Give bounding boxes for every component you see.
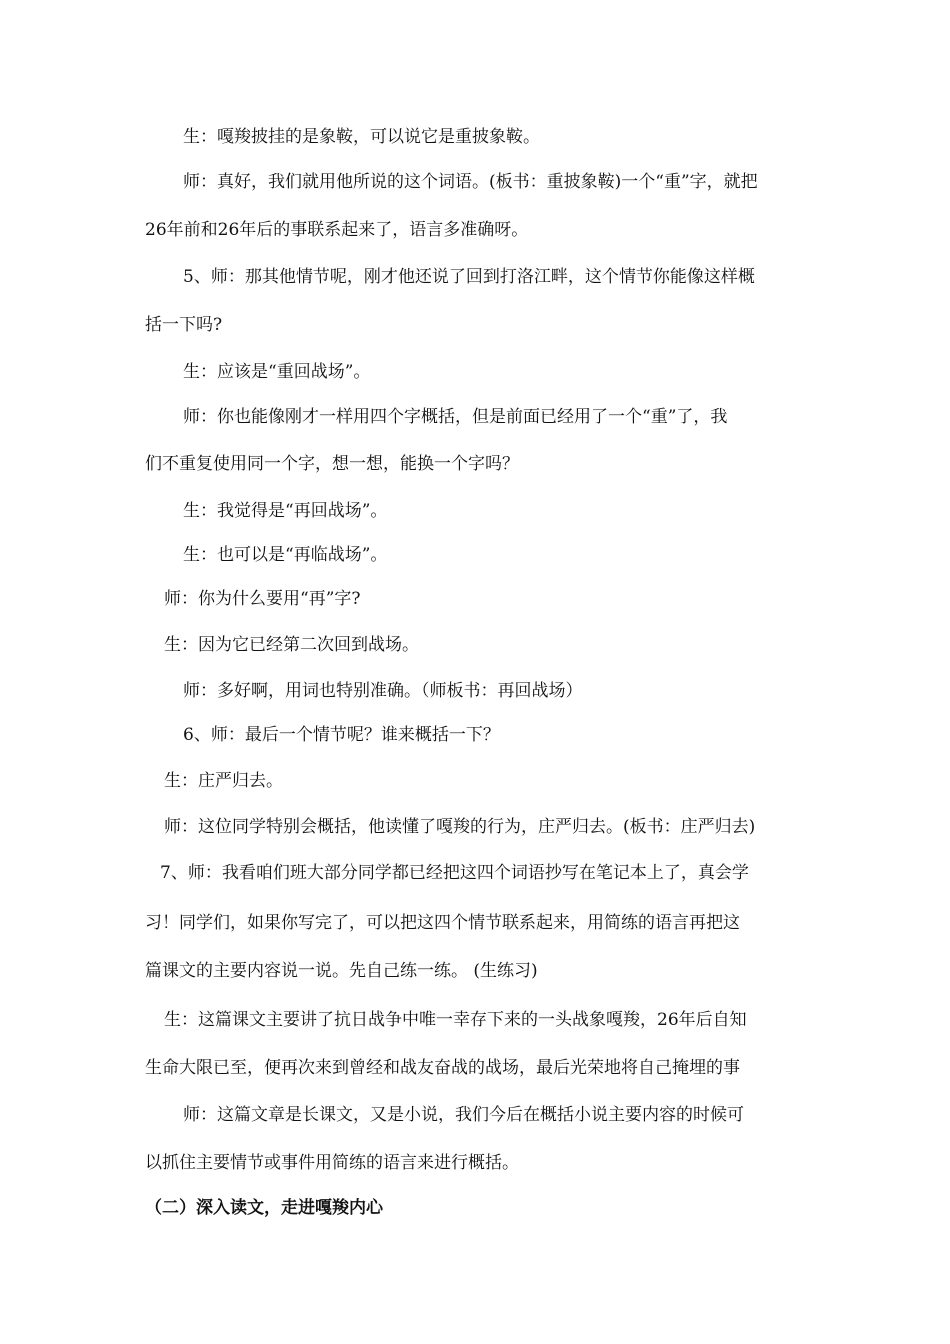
text-line: 生：这篇课文主要讲了抗日战争中唯一幸存下来的一头战象嘎羧，26年后自知 — [164, 1010, 747, 1030]
text-line: 以抓住主要情节或事件用简练的语言来进行概括。 — [145, 1153, 519, 1173]
text-line: 们不重复使用同一个字，想一想，能换一个字吗？ — [145, 454, 519, 474]
text-line: 生：嘎羧披挂的是象鞍，可以说它是重披象鞍。 — [183, 127, 540, 147]
text-line: 7、师：我看咱们班大部分同学都已经把这四个词语抄写在笔记本上了，真会学 — [160, 863, 749, 883]
text-line: 师：多好啊，用词也特别准确。（师板书：再回战场） — [183, 681, 583, 701]
text-line: 生命大限已至，便再次来到曾经和战友奋战的战场，最后光荣地将自己掩埋的事 — [145, 1058, 740, 1078]
text-line: 生：我觉得是“再回战场”。 — [183, 501, 388, 521]
section-heading: （二）深入读文，走进嘎羧内心 — [145, 1198, 383, 1218]
text-line: 生：也可以是“再临战场”。 — [183, 545, 388, 565]
text-line: 6、师：最后一个情节呢？谁来概括一下？ — [183, 725, 500, 745]
text-line: 师：这篇文章是长课文，又是小说，我们今后在概括小说主要内容的时候可 — [183, 1105, 744, 1125]
text-line: 习！同学们，如果你写完了，可以把这四个情节联系起来，用简练的语言再把这 — [145, 913, 740, 933]
text-line: 师：这位同学特别会概括，他读懂了嘎羧的行为，庄严归去。(板书：庄严归去) — [164, 817, 756, 837]
text-line: 师：真好，我们就用他所说的这个词语。(板书：重披象鞍)一个“重”字，就把 — [183, 172, 758, 192]
text-line: 师：你也能像刚才一样用四个字概括，但是前面已经用了一个“重”了，我 — [183, 407, 728, 427]
text-line: 5、师：那其他情节呢，刚才他还说了回到打洛江畔，这个情节你能像这样概 — [183, 267, 755, 287]
text-line: 师：你为什么要用“再”字? — [164, 589, 361, 609]
text-line: 26年前和26年后的事联系起来了，语言多准确呀。 — [145, 220, 529, 240]
text-line: 括一下吗? — [145, 315, 223, 335]
text-line: 生：因为它已经第二次回到战场。 — [164, 635, 419, 655]
text-line: 生：应该是“重回战场”。 — [183, 362, 371, 382]
text-line: 生：庄严归去。 — [164, 771, 283, 791]
text-line: 篇课文的主要内容说一说。先自己练一练。 (生练习) — [145, 961, 538, 981]
